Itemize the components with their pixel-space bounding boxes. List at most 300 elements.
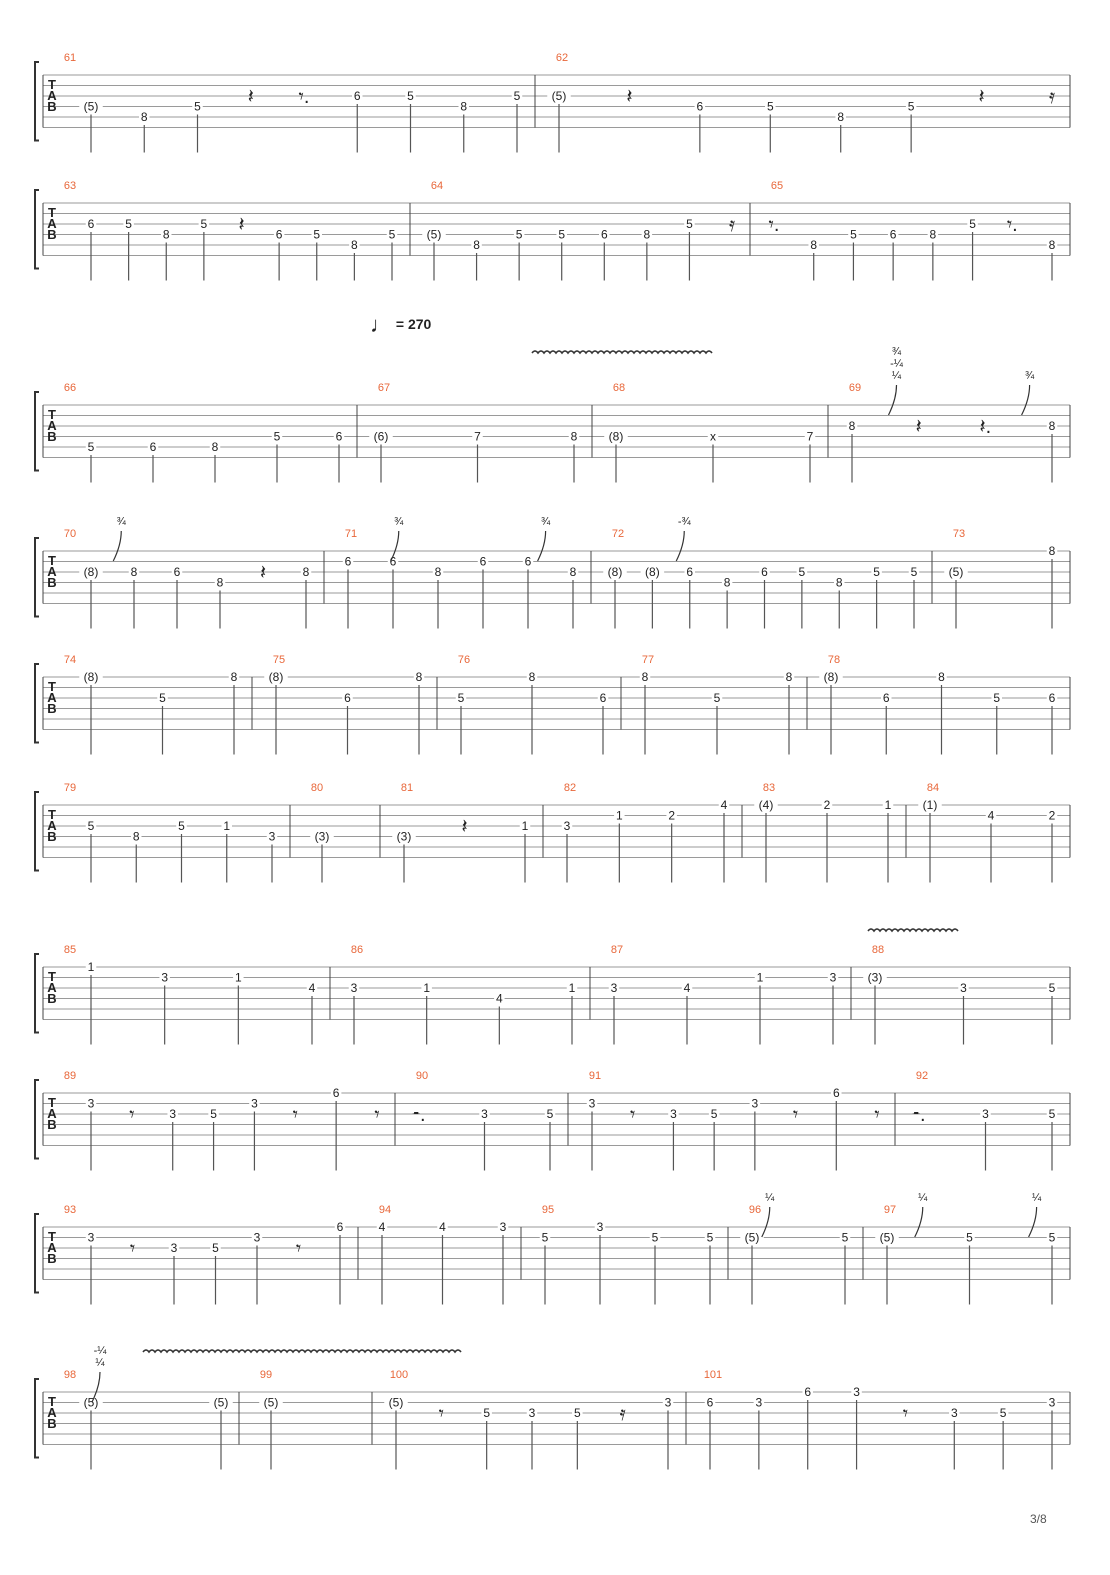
fret-number: 3 <box>87 1230 95 1245</box>
measure-number: 89 <box>63 1070 77 1082</box>
fret-number: 5 <box>993 691 1001 705</box>
fret-number: 5 <box>87 440 95 454</box>
tab-system <box>35 52 1070 153</box>
fret-number: 8 <box>570 429 578 444</box>
measure-number: 75 <box>272 654 286 666</box>
fret-number: 8 <box>837 110 845 124</box>
rest-mark: 𝄾 <box>295 1238 302 1260</box>
bend-label: ¾ <box>394 516 404 528</box>
fret-number: 5 <box>651 1230 659 1245</box>
fret-number: 6 <box>761 565 768 579</box>
measure-number: 87 <box>610 944 624 956</box>
fret-number: (5) <box>879 1230 895 1245</box>
fret-number: 8 <box>641 670 649 684</box>
fret-number: 6 <box>889 227 897 242</box>
fret-number: 5 <box>1048 1230 1056 1245</box>
bend-label: ¾ <box>541 516 551 528</box>
fret-number: 8 <box>938 670 945 684</box>
fret-number: (5) <box>948 565 964 579</box>
fret-number: 5 <box>969 217 976 231</box>
tab-clef-letter: A <box>47 418 57 433</box>
measure-number: 61 <box>63 52 77 64</box>
fret-number: 1 <box>234 970 242 985</box>
fret-number: 5 <box>407 89 414 103</box>
fret-number: 5 <box>873 565 880 579</box>
tab-clef-letter: A <box>47 690 57 705</box>
rest-mark: 𝄽 <box>238 214 245 236</box>
fret-number: (3) <box>867 970 883 985</box>
fret-number: (6) <box>373 429 389 444</box>
fret-number: 3 <box>563 819 571 833</box>
fret-number: 5 <box>710 1107 718 1121</box>
fret-number: 8 <box>460 99 468 114</box>
measure-number: 73 <box>952 528 966 540</box>
fret-number: 8 <box>130 565 138 579</box>
fret-number: (5) <box>263 1395 279 1410</box>
measure-number: 70 <box>63 528 77 540</box>
fret-number: 6 <box>600 227 608 242</box>
tab-system <box>35 180 1070 281</box>
tab-system <box>35 382 1070 483</box>
fret-number: 6 <box>344 691 351 705</box>
rest-mark: 𝄾. <box>298 86 310 108</box>
fret-number: 3 <box>169 1107 177 1121</box>
tab-system <box>35 944 1070 1045</box>
rest-mark: 𝄽 <box>978 86 985 108</box>
fret-number: 3 <box>161 970 169 985</box>
measure-number: 78 <box>827 654 841 666</box>
tab-clef-letter: A <box>47 818 57 833</box>
measure-number: 65 <box>770 180 784 192</box>
fret-number: 3 <box>87 1096 95 1111</box>
system-bracket <box>35 1379 39 1458</box>
measure-number: 84 <box>926 782 940 794</box>
tab-clef-letter: T <box>48 407 56 422</box>
fret-number: 6 <box>344 554 352 569</box>
tab-clef-letter: B <box>47 1416 57 1431</box>
tab-system <box>35 782 1070 883</box>
rest-mark: 𝄾 <box>630 1104 636 1126</box>
fret-number: 1 <box>87 960 95 974</box>
vibrato-line <box>868 929 958 931</box>
fret-number: (5) <box>213 1395 229 1410</box>
fret-number: 5 <box>159 691 166 705</box>
measure-number: 62 <box>555 52 569 64</box>
fret-number: 5 <box>573 1406 581 1420</box>
rest-mark: 𝄾 <box>292 1104 298 1126</box>
fret-number: 6 <box>87 217 95 231</box>
tab-clef-letter: T <box>48 679 56 694</box>
rest-mark: 𝄾. <box>768 214 780 236</box>
fret-number: 6 <box>832 1086 840 1100</box>
fret-number: 5 <box>706 1230 714 1245</box>
rest-mark: 𝄿 <box>728 214 736 236</box>
fret-number: (5) <box>388 1395 404 1410</box>
measure-number: 82 <box>563 782 577 794</box>
fret-number: 8 <box>929 227 937 242</box>
system-bracket <box>35 954 39 1033</box>
fret-number: 3 <box>829 970 837 985</box>
bend-label: ¾ <box>1025 370 1035 382</box>
rest-mark: 𝄽 <box>259 562 267 584</box>
fret-number: 2 <box>1048 808 1056 823</box>
bend-label: ¼ <box>765 1192 775 1204</box>
rest-mark: 𝄾 <box>792 1104 799 1126</box>
fret-number: 6 <box>599 691 607 705</box>
tempo-marking <box>370 312 431 338</box>
fret-number: 8 <box>528 670 536 684</box>
tab-clef-letter: T <box>48 807 56 822</box>
page-number: 3/8 <box>1030 1512 1047 1526</box>
system-bracket <box>35 190 39 269</box>
fret-number: 8 <box>132 829 140 844</box>
fret-number: 8 <box>723 575 731 590</box>
rest-mark: 𝄽 <box>247 86 254 108</box>
fret-number: (8) <box>607 565 623 579</box>
fret-number: 3 <box>670 1107 677 1121</box>
fret-number: 5 <box>546 1107 554 1121</box>
fret-number: 5 <box>125 217 132 231</box>
fret-number: (8) <box>645 565 660 579</box>
fret-number: 8 <box>162 227 170 242</box>
rest-mark: 𝄾 <box>438 1403 444 1425</box>
fret-number: 4 <box>495 991 503 1006</box>
fret-number: 6 <box>332 1086 340 1100</box>
measure-number: 64 <box>430 180 444 192</box>
fret-number: (8) <box>268 670 284 684</box>
fret-number: (5) <box>83 1395 99 1410</box>
fret-number: 6 <box>389 554 397 569</box>
tab-clef-letter: B <box>47 829 57 844</box>
measure-number: 96 <box>748 1204 762 1216</box>
fret-number: (8) <box>83 565 99 579</box>
fret-number: 3 <box>350 981 358 995</box>
fret-number: 6 <box>353 89 361 103</box>
bend-arrow <box>889 385 897 415</box>
rest-mark: 𝄾 <box>874 1104 880 1126</box>
fret-number: 3 <box>268 829 276 844</box>
tab-clef-letter: A <box>47 980 57 995</box>
bend-label: -¼ <box>93 1345 107 1357</box>
fret-number: 3 <box>751 1096 759 1111</box>
fret-number: 3 <box>588 1096 596 1111</box>
tempo-value: = 270 <box>395 316 432 332</box>
fret-number: x <box>710 429 716 444</box>
fret-number: (5) <box>744 1230 760 1245</box>
measure-number: 80 <box>310 782 324 794</box>
measure-number: 76 <box>457 654 471 666</box>
fret-number: 8 <box>351 238 358 252</box>
fret-number: 5 <box>483 1406 491 1420</box>
fret-number: 5 <box>841 1230 849 1245</box>
measure-number: 93 <box>63 1204 77 1216</box>
fret-number: 5 <box>999 1406 1007 1420</box>
rest-mark: 𝄿 <box>619 1403 626 1425</box>
tab-clef-letter: A <box>47 1106 57 1121</box>
fret-number: 3 <box>982 1107 989 1121</box>
measure-number: 92 <box>915 1070 929 1082</box>
fret-number: 4 <box>683 981 691 995</box>
rest-mark: 𝄽 <box>461 816 468 838</box>
system-bracket <box>35 1214 39 1293</box>
tab-clef-letter: T <box>48 969 56 984</box>
tab-clef-letter: A <box>47 1240 57 1255</box>
fret-number: 3 <box>499 1220 507 1234</box>
fret-number: 1 <box>568 981 576 995</box>
measure-number: 74 <box>63 654 77 666</box>
fret-number: 5 <box>966 1230 973 1245</box>
fret-number: 5 <box>766 99 774 114</box>
measure-number: 98 <box>63 1369 77 1381</box>
fret-number: 5 <box>87 819 95 833</box>
fret-number: 5 <box>907 99 915 114</box>
measure-number: 97 <box>883 1204 897 1216</box>
system-bracket <box>35 538 39 617</box>
fret-number: (3) <box>314 829 330 844</box>
tab-clef-letter: T <box>48 1095 56 1110</box>
fret-number: 7 <box>806 429 814 444</box>
fret-number: (8) <box>823 670 839 684</box>
tab-clef-letter: A <box>47 88 57 103</box>
fret-number: 8 <box>785 670 793 684</box>
tab-clef-letter: A <box>47 216 57 231</box>
bend-label: -¼ <box>890 358 903 370</box>
bend-arrow <box>915 1207 923 1237</box>
fret-number: 6 <box>524 554 532 569</box>
fret-number: 2 <box>668 808 676 823</box>
bend-arrow <box>113 531 121 561</box>
fret-number: 7 <box>474 429 481 444</box>
fret-number: 5 <box>210 1107 217 1121</box>
measure-number: 68 <box>612 382 626 394</box>
bend-arrow <box>538 531 546 561</box>
bend-label: ¼ <box>95 1357 105 1369</box>
tab-clef-letter: B <box>47 227 57 242</box>
fret-number: 5 <box>212 1241 219 1255</box>
bend-label: ¼ <box>1032 1192 1042 1204</box>
measure-number: 71 <box>344 528 358 540</box>
fret-number: (8) <box>83 670 99 684</box>
quarter-note-icon: ♩ <box>370 312 392 337</box>
fret-number: 3 <box>610 981 618 995</box>
tab-system <box>35 654 1070 755</box>
fret-number: 3 <box>596 1220 604 1234</box>
fret-number: 5 <box>457 691 465 705</box>
rest-mark: 𝄿 <box>1048 86 1056 108</box>
fret-number: 4 <box>987 808 995 823</box>
rest-mark: 𝄽 <box>626 86 633 108</box>
measure-number: 86 <box>350 944 364 956</box>
fret-number: 6 <box>696 99 704 114</box>
fret-number: (3) <box>396 829 412 844</box>
fret-number: 8 <box>140 110 148 124</box>
tab-system <box>35 1204 1070 1305</box>
fret-number: (4) <box>758 798 774 812</box>
tab-clef-letter: T <box>48 1229 56 1244</box>
fret-number: 8 <box>415 670 423 684</box>
vibrato-line <box>532 351 712 353</box>
rest-mark: 𝄾 <box>129 1238 136 1260</box>
tab-clef-letter: A <box>47 564 57 579</box>
tab-clef-letter: A <box>47 1405 57 1420</box>
measure-number: 94 <box>378 1204 392 1216</box>
fret-number: 5 <box>313 227 321 242</box>
fret-number: 3 <box>960 981 967 995</box>
tab-clef-letter: B <box>47 575 57 590</box>
measure-number: 63 <box>63 180 77 192</box>
fret-number: 6 <box>1048 691 1056 705</box>
fret-number: 6 <box>882 691 890 705</box>
fret-number: 8 <box>230 670 238 684</box>
bend-arrow <box>676 531 684 561</box>
fret-number: 1 <box>223 819 231 833</box>
rest-mark: 𝄾. <box>1006 214 1018 236</box>
tab-system <box>35 1070 1070 1171</box>
fret-number: 6 <box>149 440 157 454</box>
measure-number: 101 <box>703 1369 723 1381</box>
fret-number: 8 <box>473 238 480 252</box>
fret-number: 1 <box>423 981 431 995</box>
fret-number: 3 <box>755 1395 763 1410</box>
fret-number: 6 <box>706 1395 714 1410</box>
tab-clef-letter: B <box>47 701 57 716</box>
measure-number: 88 <box>871 944 885 956</box>
measure-number: 91 <box>588 1070 602 1082</box>
fret-number: 4 <box>720 798 728 812</box>
fret-number: 4 <box>308 981 316 995</box>
measure-number: 81 <box>400 782 414 794</box>
fret-number: 8 <box>569 565 577 579</box>
fret-number: 3 <box>253 1230 261 1245</box>
measure-number: 77 <box>641 654 655 666</box>
fret-number: 2 <box>823 798 831 812</box>
fret-number: 5 <box>388 227 396 242</box>
fret-number: 8 <box>211 440 219 454</box>
measure-number: 95 <box>541 1204 555 1216</box>
fret-number: (5) <box>83 99 99 114</box>
rest-mark: 𝄾 <box>374 1104 380 1126</box>
tab-clef-letter: T <box>48 77 56 92</box>
fret-number: 8 <box>216 575 224 590</box>
measure-number: 66 <box>63 382 77 394</box>
fret-number: 6 <box>804 1385 812 1399</box>
fret-number: 4 <box>439 1220 446 1234</box>
measure-number: 79 <box>63 782 77 794</box>
tab-system <box>35 1369 1070 1470</box>
fret-number: 1 <box>756 970 764 985</box>
fret-number: 8 <box>434 565 442 579</box>
fret-number: 5 <box>200 217 208 231</box>
tab-clef-letter: T <box>48 205 56 220</box>
rest-mark: 𝄾 <box>902 1403 909 1425</box>
fret-number: 5 <box>713 691 721 705</box>
tab-clef-letter: B <box>47 991 57 1006</box>
bend-label: -¾ <box>677 516 691 528</box>
system-bracket <box>35 664 39 743</box>
fret-number: 1 <box>615 808 623 823</box>
rest-mark: 𝄽 <box>915 416 922 438</box>
measure-number: 85 <box>63 944 77 956</box>
fret-number: 5 <box>541 1230 549 1245</box>
fret-number: 3 <box>950 1406 958 1420</box>
fret-number: (8) <box>608 429 624 444</box>
fret-number: 6 <box>336 1220 344 1234</box>
fret-number: 6 <box>686 565 694 579</box>
rest-mark: 𝄽. <box>979 416 992 438</box>
bend-label: ¾ <box>116 516 126 528</box>
rest-mark: 𝄾 <box>129 1104 135 1126</box>
fret-number: 3 <box>481 1107 488 1121</box>
fret-number: 3 <box>170 1241 178 1255</box>
vibrato-line <box>143 1350 461 1352</box>
fret-number: 5 <box>515 227 523 242</box>
fret-number: 8 <box>643 227 651 242</box>
fret-number: 5 <box>686 217 693 231</box>
measure-number: 83 <box>762 782 776 794</box>
fret-number: 1 <box>521 819 529 833</box>
fret-number: 8 <box>835 575 843 590</box>
tab-clef-letter: B <box>47 1117 57 1132</box>
bend-label: ¼ <box>918 1192 928 1204</box>
tab-clef-letter: T <box>48 553 56 568</box>
system-bracket <box>35 1080 39 1159</box>
rest-mark: 𝄼. <box>912 1104 926 1126</box>
system-bracket <box>35 392 39 471</box>
fret-number: 4 <box>378 1220 386 1234</box>
measure-number: 100 <box>389 1369 409 1381</box>
measure-number: 67 <box>377 382 391 394</box>
measure-number: 72 <box>611 528 625 540</box>
fret-number: 6 <box>335 429 343 444</box>
fret-number: 5 <box>178 819 185 833</box>
tab-clef-letter: B <box>47 1251 57 1266</box>
fret-number: 6 <box>173 565 181 579</box>
fret-number: (1) <box>922 798 938 812</box>
fret-number: 8 <box>1048 419 1056 433</box>
fret-number: 8 <box>1048 238 1056 252</box>
system-bracket <box>35 792 39 871</box>
fret-number: 8 <box>1048 544 1056 558</box>
fret-number: 5 <box>850 227 857 242</box>
fret-number: 6 <box>479 554 487 569</box>
fret-number: 5 <box>798 565 806 579</box>
tab-clef-letter: B <box>47 99 57 114</box>
fret-number: 3 <box>251 1096 258 1111</box>
fret-number: 5 <box>910 565 918 579</box>
fret-number: 8 <box>302 565 310 579</box>
measure-number: 90 <box>415 1070 429 1082</box>
bend-arrow <box>1029 1207 1037 1237</box>
fret-number: 5 <box>1048 981 1056 995</box>
fret-number: 1 <box>884 798 892 812</box>
fret-number: 3 <box>853 1385 860 1399</box>
bend-label: ¾ <box>891 346 902 358</box>
tab-clef-letter: B <box>47 429 57 444</box>
fret-number: (5) <box>551 89 567 103</box>
measure-number: 99 <box>259 1369 273 1381</box>
bend-label: ¼ <box>891 370 902 382</box>
measure-number: 69 <box>848 382 862 394</box>
fret-number: 5 <box>273 429 281 444</box>
tab-system <box>35 528 1070 629</box>
fret-number: 8 <box>848 419 856 433</box>
system-bracket <box>35 62 39 141</box>
tab-clef-letter: T <box>48 1394 56 1409</box>
fret-number: (5) <box>426 227 442 242</box>
fret-number: 8 <box>810 238 818 252</box>
fret-number: 3 <box>528 1406 536 1420</box>
fret-number: 5 <box>194 99 201 114</box>
